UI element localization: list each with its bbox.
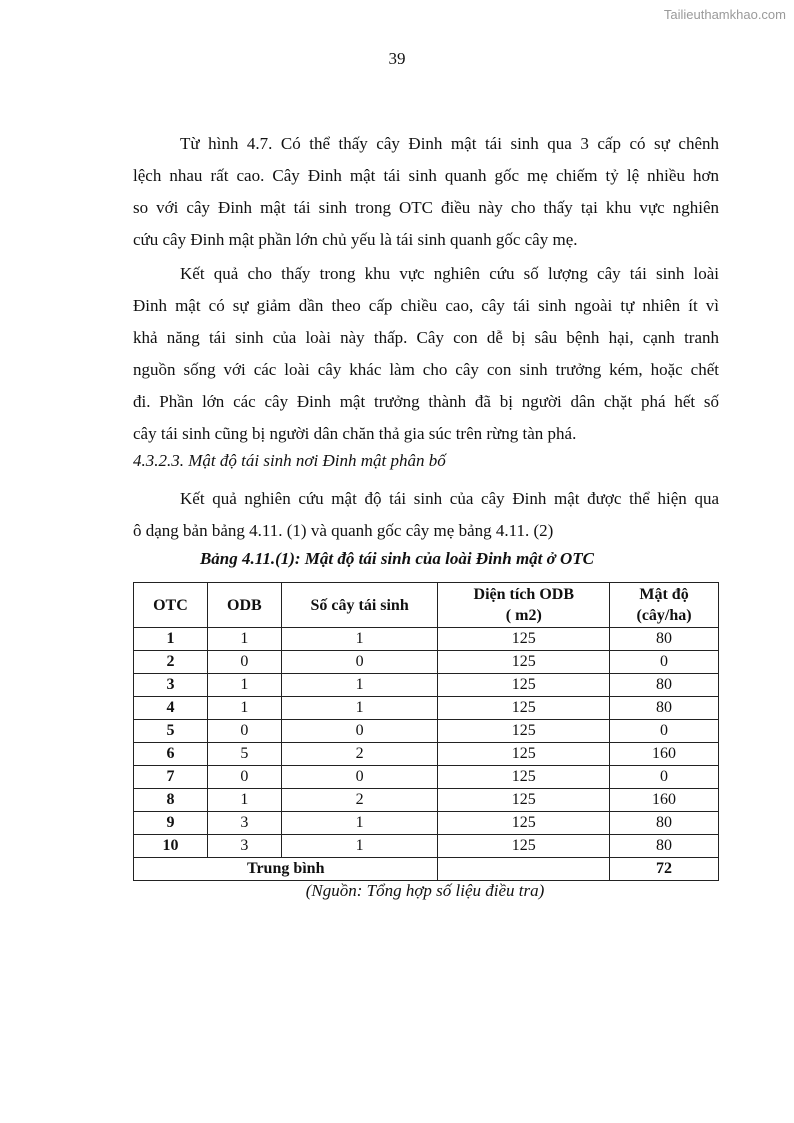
footer-value: 72 bbox=[610, 858, 719, 881]
table-cell: 4 bbox=[134, 697, 208, 720]
paragraph-line: Kết quả nghiên cứu mật độ tái sinh của cây Đinh mật được thể hiện qua bbox=[180, 489, 719, 508]
table-cell: 9 bbox=[134, 812, 208, 835]
paragraph-line: Kết quả cho thấy trong khu vực nghiên cứu số lượng cây tái sinh loài bbox=[180, 264, 719, 283]
table-cell: 80 bbox=[610, 628, 719, 651]
paragraph-line: lệch nhau rất cao. Cây Đinh mật tái sinh quanh gốc mẹ chiếm tỷ lệ nhiều hơn bbox=[133, 166, 719, 185]
table-row bbox=[134, 628, 719, 651]
footer-label: Trung bình bbox=[134, 858, 438, 881]
paragraph-line: so với cây Đinh mật tái sinh trong OTC điều này cho thấy tại khu vực nghiên bbox=[133, 198, 719, 217]
table-cell: 1 bbox=[281, 835, 438, 858]
paragraph-line: cứu cây Đinh mật phần lớn chủ yếu là tái sinh quanh gốc cây mẹ. bbox=[133, 230, 578, 249]
table-cell: 7 bbox=[134, 766, 208, 789]
table-cell: 0 bbox=[610, 651, 719, 674]
table-cell: 2 bbox=[134, 651, 208, 674]
table-cell: 0 bbox=[207, 651, 281, 674]
table-cell: 1 bbox=[207, 697, 281, 720]
table-cell: 125 bbox=[438, 720, 610, 743]
table-row bbox=[134, 743, 719, 766]
table-cell: 2 bbox=[281, 789, 438, 812]
table-row bbox=[134, 766, 719, 789]
table-cell: 0 bbox=[281, 766, 438, 789]
header-mat-do-line2: (cây/ha) bbox=[636, 607, 692, 624]
table-row bbox=[134, 789, 719, 812]
table-cell: 0 bbox=[610, 766, 719, 789]
header-odb: ODB bbox=[207, 583, 281, 628]
table-cell: 3 bbox=[207, 835, 281, 858]
table-cell: 80 bbox=[610, 835, 719, 858]
table-row bbox=[134, 697, 719, 720]
table-caption: Bảng 4.11.(1): Mật độ tái sinh của loài Đinh mật ở OTC bbox=[199, 549, 595, 568]
table-cell: 125 bbox=[438, 766, 610, 789]
table-cell: 0 bbox=[207, 720, 281, 743]
paragraph-line: ô dạng bản bảng 4.11. (1) và quanh gốc cây mẹ bảng 4.11. (2) bbox=[133, 521, 554, 540]
table-cell: 0 bbox=[281, 720, 438, 743]
table-cell: 0 bbox=[281, 651, 438, 674]
header-so-cay: Số cây tái sinh bbox=[281, 583, 438, 628]
table-cell: 160 bbox=[610, 743, 719, 766]
table-cell: 1 bbox=[207, 789, 281, 812]
table-cell: 10 bbox=[134, 835, 208, 858]
header-mat-do bbox=[610, 583, 719, 628]
header-otc: OTC bbox=[134, 583, 208, 628]
table-cell: 1 bbox=[281, 812, 438, 835]
header-mat-do-line1: Mật độ bbox=[639, 586, 689, 603]
table-header-row bbox=[134, 583, 719, 628]
table-cell: 80 bbox=[610, 812, 719, 835]
paragraph-line: cây tái sinh cũng bị người dân chăn thả gia súc trên rừng tàn phá. bbox=[133, 424, 577, 443]
table-footer-row bbox=[134, 858, 719, 881]
table-cell: 125 bbox=[438, 628, 610, 651]
table-source: (Nguồn: Tổng hợp số liệu điều tra) bbox=[305, 881, 545, 900]
paragraph-line: Đinh mật có sự giảm dần theo cấp chiều cao, cây tái sinh ngoài tự nhiên ít vì bbox=[133, 296, 719, 315]
table-cell: 125 bbox=[438, 651, 610, 674]
table-cell: 0 bbox=[610, 720, 719, 743]
table-cell: 125 bbox=[438, 743, 610, 766]
table-cell: 125 bbox=[438, 697, 610, 720]
paragraph-3 bbox=[133, 483, 719, 547]
table-body bbox=[134, 628, 719, 858]
table-cell: 1 bbox=[281, 628, 438, 651]
table-cell: 6 bbox=[134, 743, 208, 766]
paragraph-2 bbox=[133, 258, 719, 450]
table-cell: 8 bbox=[134, 789, 208, 812]
table-cell: 1 bbox=[207, 674, 281, 697]
table-cell: 1 bbox=[134, 628, 208, 651]
table-cell: 0 bbox=[207, 766, 281, 789]
header-dien-tich-line2: ( m2) bbox=[505, 607, 542, 624]
paragraph-line: Từ hình 4.7. Có thể thấy cây Đinh mật tái sinh qua 3 cấp có sự chênh bbox=[180, 134, 719, 153]
table-cell: 1 bbox=[207, 628, 281, 651]
table-cell: 5 bbox=[134, 720, 208, 743]
table-cell: 1 bbox=[281, 674, 438, 697]
table-cell: 160 bbox=[610, 789, 719, 812]
density-table bbox=[133, 582, 719, 881]
footer-empty-cell bbox=[438, 858, 610, 881]
table-row bbox=[134, 835, 719, 858]
header-dien-tich bbox=[438, 583, 610, 628]
paragraph-line: đi. Phần lớn các cây Đinh mật trưởng thành đã bị người dân chặt phá hết số bbox=[133, 392, 719, 411]
table-row bbox=[134, 674, 719, 697]
table-row bbox=[134, 812, 719, 835]
table-row bbox=[134, 720, 719, 743]
table-cell: 125 bbox=[438, 835, 610, 858]
table-cell: 125 bbox=[438, 674, 610, 697]
watermark: Tailieuthamkhao.com bbox=[663, 7, 786, 22]
table-cell: 1 bbox=[281, 697, 438, 720]
paragraph-1 bbox=[133, 128, 719, 256]
table-cell: 125 bbox=[438, 789, 610, 812]
table-cell: 3 bbox=[207, 812, 281, 835]
header-dien-tich-line1: Diện tích ODB bbox=[473, 586, 574, 603]
table-cell: 80 bbox=[610, 697, 719, 720]
page-number: 39 bbox=[388, 49, 406, 68]
table-cell: 80 bbox=[610, 674, 719, 697]
table-row bbox=[134, 651, 719, 674]
table-cell: 125 bbox=[438, 812, 610, 835]
table-cell: 3 bbox=[134, 674, 208, 697]
paragraph-line: nguồn sống với các loài cây khác làm cho cây con sinh trưởng kém, hoặc chết bbox=[133, 360, 719, 379]
section-heading: 4.3.2.3. Mật độ tái sinh nơi Đinh mật phân bố bbox=[133, 451, 446, 470]
table-cell: 2 bbox=[281, 743, 438, 766]
paragraph-line: khả năng tái sinh của loài này thấp. Cây con dễ bị sâu bệnh hại, cạnh tranh bbox=[133, 328, 719, 347]
table-cell: 5 bbox=[207, 743, 281, 766]
